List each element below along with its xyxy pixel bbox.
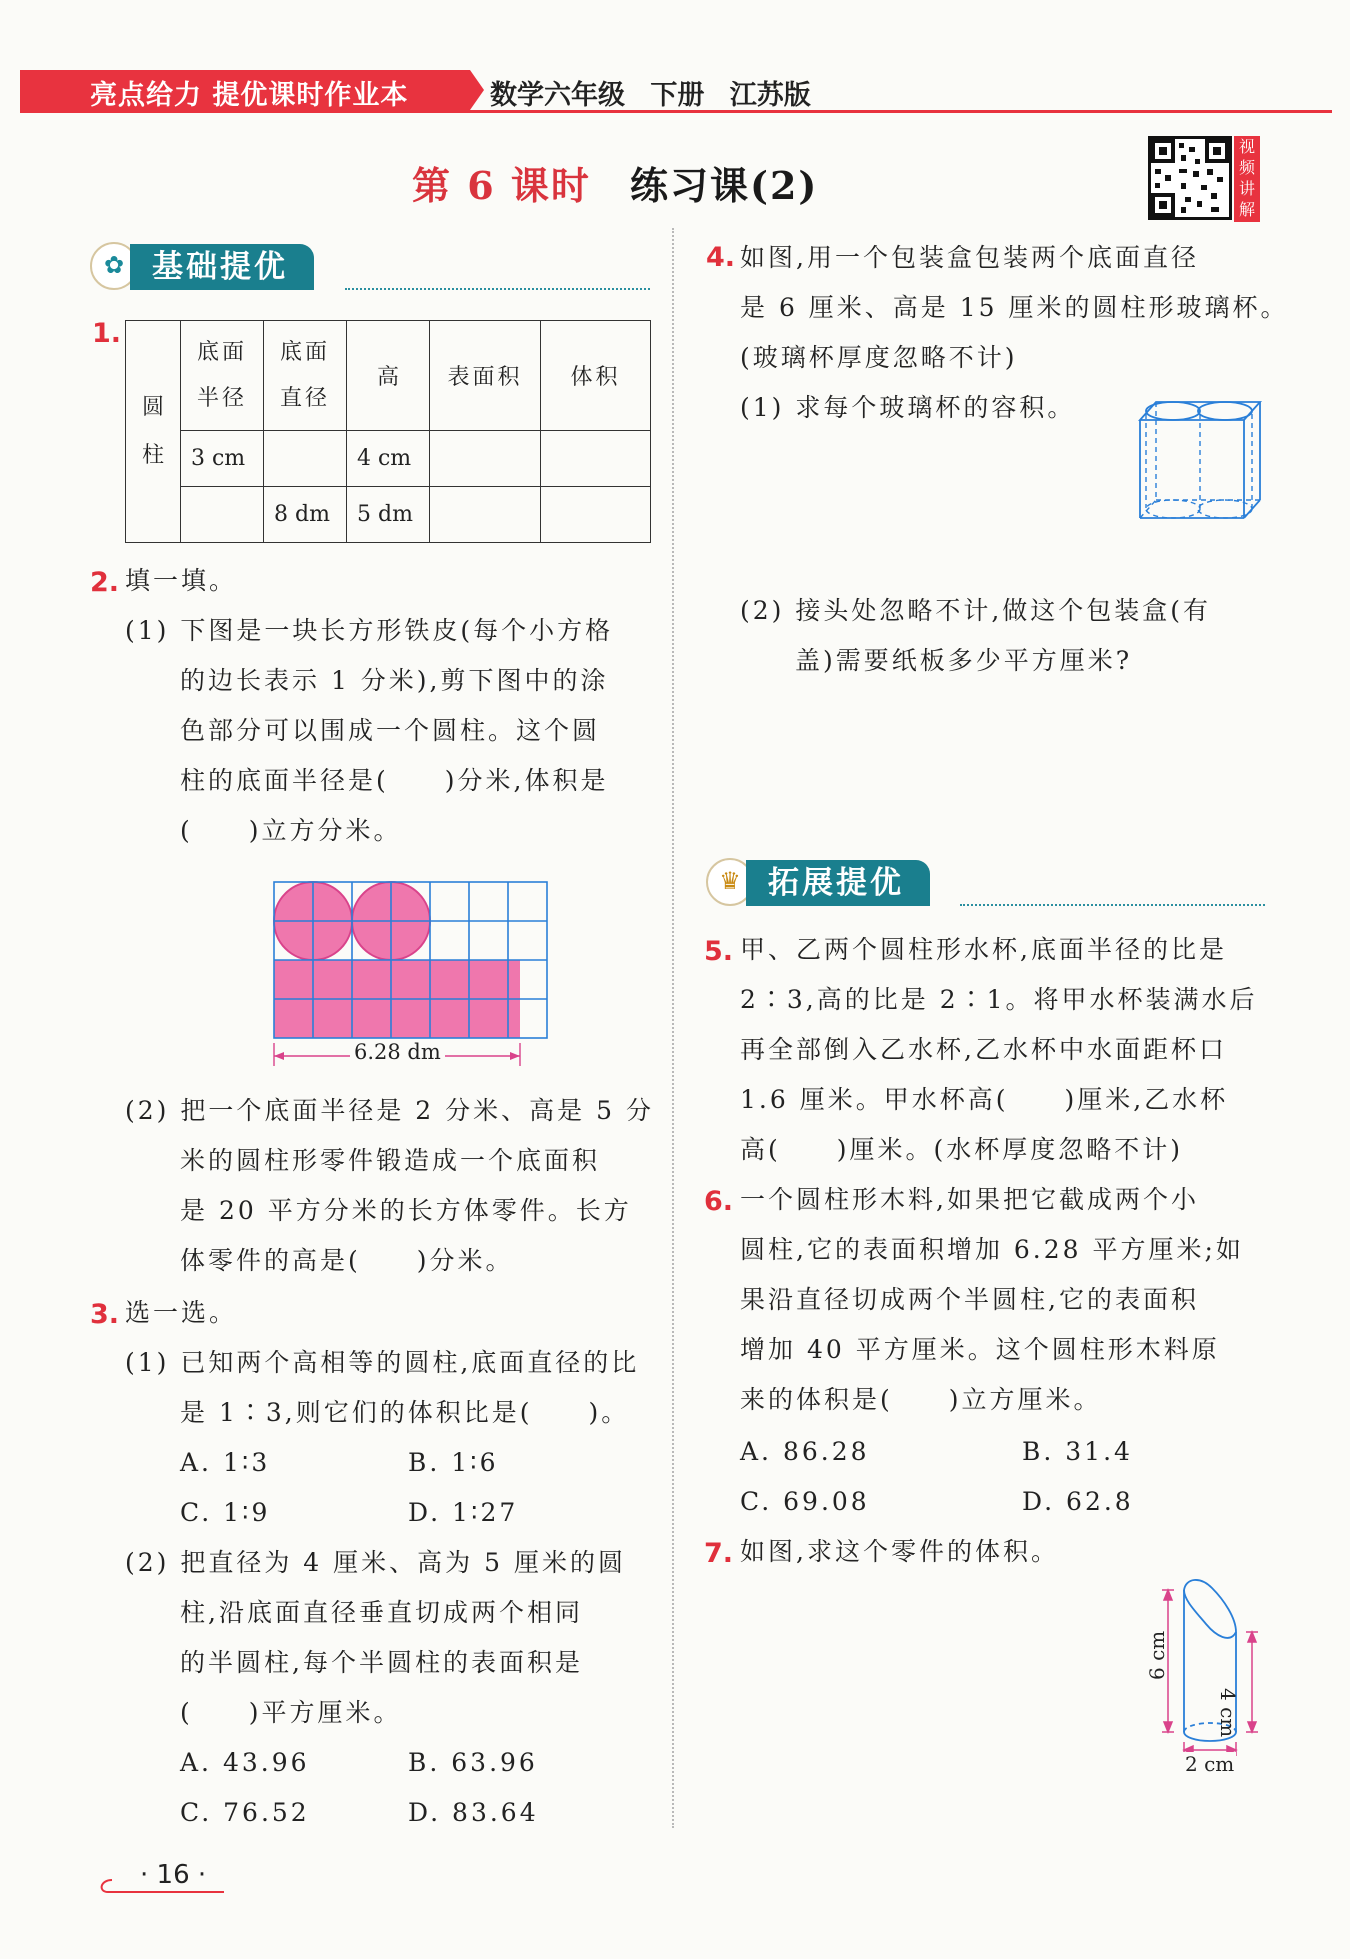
q2-p2-line: (2) 把一个底面半径是 2 分米、高是 5 分 — [125, 1096, 654, 1125]
q2-number: 2. — [90, 567, 120, 598]
q6-option-b[interactable]: B. 31.4 — [1022, 1437, 1133, 1466]
q7-label-left: 6 cm — [1145, 1630, 1169, 1680]
q5-line: 1.6 厘米。甲水杯高( )厘米,乙水杯 — [740, 1085, 1229, 1114]
q1-cell: 8 dm — [264, 487, 347, 543]
q1-number: 1. — [92, 318, 122, 349]
trophy-icon: ♛ — [706, 858, 754, 906]
header-brand: 亮点给力 提优课时作业本 — [90, 80, 409, 111]
q6-option-d[interactable]: D. 62.8 — [1022, 1487, 1134, 1516]
lesson-number: 第 6 课时 — [412, 163, 591, 208]
column-divider — [672, 228, 674, 1828]
q2-figure-label: 6.28 dm — [350, 1040, 445, 1064]
q3-p1-option-a[interactable]: A. 1∶3 — [180, 1448, 271, 1477]
q1-cell[interactable] — [430, 431, 541, 487]
q3-p1-option-c[interactable]: C. 1∶9 — [180, 1498, 271, 1527]
q3-p2-option-c[interactable]: C. 76.52 — [180, 1798, 310, 1827]
q2-p1-line: 柱的底面半径是( )分米,体积是 — [180, 766, 609, 795]
q4-p1: (1) 求每个玻璃杯的容积。 — [740, 393, 1076, 422]
q3-p1-option-d[interactable]: D. 1∶27 — [408, 1498, 519, 1527]
q1-header-diameter: 底面 直径 — [264, 321, 347, 431]
q6-line: 圆柱,它的表面积增加 6.28 平方厘米;如 — [740, 1235, 1244, 1264]
q1-header-surface: 表面积 — [430, 321, 541, 431]
q6-line: 增加 40 平方厘米。这个圆柱形木料原 — [740, 1335, 1220, 1364]
q3-p1-option-b[interactable]: B. 1∶6 — [408, 1448, 499, 1477]
q7-part-figure — [1160, 1570, 1270, 1780]
q7-label-right: 4 cm — [1216, 1688, 1240, 1738]
q4-box-figure — [1136, 396, 1266, 524]
q3-p2-option-b[interactable]: B. 63.96 — [408, 1748, 538, 1777]
q4-stem-line: (玻璃杯厚度忽略不计) — [740, 343, 1018, 372]
q3-p2-line: ( )平方厘米。 — [180, 1698, 402, 1727]
q1-header-radius: 底面 半径 — [181, 321, 264, 431]
q6-line: 果沿直径切成两个半圆柱,它的表面积 — [740, 1285, 1199, 1314]
q5-line: 甲、乙两个圆柱形水杯,底面半径的比是 — [740, 935, 1227, 964]
q2-p2-line: 米的圆柱形零件锻造成一个底面积 — [180, 1146, 601, 1175]
q4-stem-line: 如图,用一个包装盒包装两个底面直径 — [740, 243, 1199, 272]
q4-number: 4. — [706, 242, 736, 273]
q6-option-c[interactable]: C. 69.08 — [740, 1487, 870, 1516]
q1-cell[interactable] — [541, 487, 651, 543]
q5-line: 再全部倒入乙水杯,乙水杯中水面距杯口 — [740, 1035, 1227, 1064]
q5-line: 2∶3,高的比是 2∶1。将甲水杯装满水后 — [740, 985, 1258, 1014]
q3-p2-option-a[interactable]: A. 43.96 — [180, 1748, 310, 1777]
q2-p1-line: ( )立方分米。 — [180, 816, 402, 845]
q1-cell[interactable] — [430, 487, 541, 543]
q1-cell: 4 cm — [347, 431, 430, 487]
q4-stem-line: 是 6 厘米、高是 15 厘米的圆柱形玻璃杯。 — [740, 293, 1289, 322]
header-band-tip — [470, 70, 484, 110]
q2-p2-line: 是 20 平方分米的长方体零件。长方 — [180, 1196, 632, 1225]
section-extended-label: 拓展提优 — [746, 860, 930, 906]
q3-p2-option-d[interactable]: D. 83.64 — [408, 1798, 539, 1827]
q3-p2-line: 柱,沿底面直径垂直切成两个相同 — [180, 1598, 583, 1627]
section-extended-badge — [706, 860, 1026, 906]
q7-label-bottom: 2 cm — [1185, 1752, 1235, 1776]
video-explain-tag[interactable]: 视频讲解 — [1234, 136, 1260, 222]
q6-number: 6. — [704, 1186, 734, 1217]
q1-cell[interactable] — [181, 487, 264, 543]
q7-stem: 如图,求这个零件的体积。 — [740, 1537, 1059, 1566]
q5-number: 5. — [704, 936, 734, 967]
qr-code-icon[interactable] — [1148, 136, 1232, 220]
q2-p1-line: (1) 下图是一块长方形铁皮(每个小方格 — [125, 616, 614, 645]
q3-p1-line: (1) 已知两个高相等的圆柱,底面直径的比 — [125, 1348, 640, 1377]
q6-line: 来的体积是( )立方厘米。 — [740, 1385, 1102, 1414]
q2-stem: 填一填。 — [125, 566, 238, 595]
q6-line: 一个圆柱形木料,如果把它截成两个小 — [740, 1185, 1199, 1214]
q2-p2-line: 体零件的高是( )分米。 — [180, 1246, 514, 1275]
q1-header-volume: 体积 — [541, 321, 651, 431]
q7-number: 7. — [704, 1538, 734, 1569]
q3-p1-line: 是 1∶3,则它们的体积比是( )。 — [180, 1398, 630, 1427]
q1-cell[interactable] — [264, 431, 347, 487]
header-book-info: 数学六年级 下册 江苏版 — [490, 80, 811, 111]
q2-p1-line: 色部分可以围成一个圆柱。这个圆 — [180, 716, 601, 745]
q3-p2-line: (2) 把直径为 4 厘米、高为 5 厘米的圆 — [125, 1548, 626, 1577]
q1-row-label: 圆 柱 — [126, 321, 181, 543]
section-basic-label: 基础提优 — [130, 244, 314, 290]
lesson-topic: 练习课(2) — [630, 163, 819, 208]
q3-number: 3. — [90, 1299, 120, 1330]
section-basic-badge — [90, 244, 410, 290]
q3-stem: 选一选。 — [125, 1298, 238, 1327]
page-number: · 16 · — [140, 1860, 207, 1890]
q1-cell[interactable] — [541, 431, 651, 487]
q1-cell: 3 cm — [181, 431, 264, 487]
q6-option-a[interactable]: A. 86.28 — [740, 1437, 870, 1466]
q1-table — [125, 320, 651, 543]
flower-icon: ✿ — [90, 242, 138, 290]
q1-cell: 5 dm — [347, 487, 430, 543]
q3-p2-line: 的半圆柱,每个半圆柱的表面积是 — [180, 1648, 583, 1677]
section-extended-rule — [960, 904, 1265, 906]
q4-p2-line: 盖)需要纸板多少平方厘米? — [795, 646, 1133, 675]
q4-p2-line: (2) 接头处忽略不计,做这个包装盒(有 — [740, 596, 1212, 625]
section-basic-rule — [345, 288, 650, 290]
q5-line: 高( )厘米。(水杯厚度忽略不计) — [740, 1135, 1184, 1164]
q2-p1-line: 的边长表示 1 分米),剪下图中的涂 — [180, 666, 609, 695]
q1-header-height: 高 — [347, 321, 430, 431]
